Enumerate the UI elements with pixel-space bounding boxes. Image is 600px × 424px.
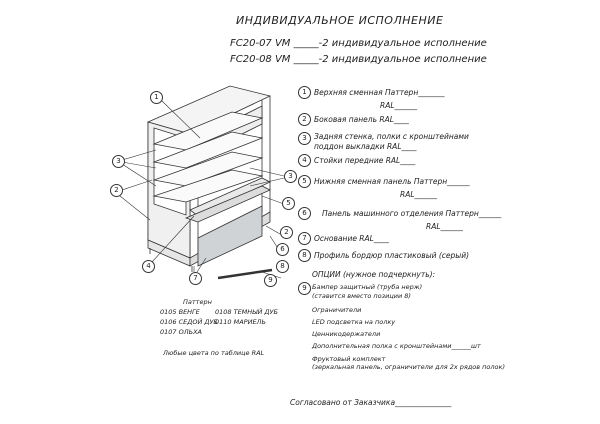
option-fruit-kit-note: (зеркальная панель, ограничители для 2х рядов полок) bbox=[312, 363, 505, 371]
callout-3-right: 3 bbox=[284, 170, 297, 183]
option-price-holders: Ценникодержатели bbox=[312, 330, 381, 338]
pattern-0107: 0107 ОЛЬХА bbox=[160, 328, 202, 336]
legend-text-8: Профиль бордюр пластиковый (серый) bbox=[314, 251, 470, 260]
option-led: LED подсветка на полку bbox=[312, 318, 396, 326]
legend-text-3b: поддон выкладки RAL____ bbox=[314, 142, 417, 151]
callout-2-right: 2 bbox=[280, 226, 293, 239]
legend-num-5: 5 bbox=[298, 175, 311, 188]
pattern-0110: 0110 МАРИЕЛЬ bbox=[215, 318, 266, 326]
legend-text-7: Основание RAL____ bbox=[314, 234, 389, 243]
pattern-0106: 0106 СЕДОЙ ДУБ bbox=[160, 318, 218, 326]
ral-note: Любые цвета по таблице RAL bbox=[163, 349, 265, 357]
legend-text-1: Верхняя сменная Паттерн_______ bbox=[314, 88, 445, 97]
option-bumper-note: (ставится вместо позиции 8) bbox=[312, 292, 411, 300]
customer-approval: Согласовано от Заказчика_______________ bbox=[290, 398, 452, 407]
callout-2-left: 2 bbox=[110, 184, 123, 197]
legend-text-5b: RAL______ bbox=[400, 190, 438, 199]
callout-1: 1 bbox=[150, 91, 163, 104]
legend-num-2: 2 bbox=[298, 113, 311, 126]
legend-num-1: 1 bbox=[298, 86, 311, 99]
options-num-9: 9 bbox=[298, 282, 311, 295]
legend-text-2: Боковая панель RAL____ bbox=[314, 115, 409, 124]
page-title: ИНДИВИДУАЛЬНОЕ ИСПОЛНЕНИЕ bbox=[236, 14, 444, 27]
legend-num-4: 4 bbox=[298, 154, 311, 167]
callout-9: 9 bbox=[264, 274, 277, 287]
legend-num-6: 6 bbox=[298, 207, 311, 220]
legend-text-3: Задняя стенка, полки с кронштейнами bbox=[314, 132, 469, 141]
callout-8: 8 bbox=[276, 260, 289, 273]
option-bumper: Бампер защитный (труба нерж) bbox=[312, 283, 423, 291]
callout-6: 6 bbox=[276, 243, 289, 256]
callout-4: 4 bbox=[142, 260, 155, 273]
model-line-2: FC20-08 VM _____-2 индивидуальное исполнение bbox=[230, 54, 487, 65]
options-title: ОПЦИИ (нужное подчеркнуть): bbox=[312, 270, 436, 279]
legend-text-5: Нижняя сменная панель Паттерн______ bbox=[314, 177, 470, 186]
legend-text-6: Панель машинного отделения Паттерн______ bbox=[322, 209, 502, 218]
callout-3-left: 3 bbox=[112, 155, 125, 168]
legend-text-1b: RAL______ bbox=[380, 101, 418, 110]
pattern-0108: 0108 ТЕМНЫЙ ДУБ bbox=[215, 308, 278, 316]
callout-7: 7 bbox=[189, 272, 202, 285]
legend-num-8: 8 bbox=[298, 249, 311, 262]
legend-text-6b: RAL______ bbox=[426, 222, 464, 231]
legend-num-3: 3 bbox=[298, 132, 311, 145]
patterns-title: Паттерн bbox=[183, 298, 212, 306]
pattern-0105: 0105 ВЕНГЕ bbox=[160, 308, 200, 316]
legend-text-4: Стойки передние RAL____ bbox=[314, 156, 416, 165]
option-fruit-kit: Фруктовый комплект bbox=[312, 355, 386, 363]
option-limiters: Ограничители bbox=[312, 306, 362, 314]
option-extra-shelf: Дополнительная полка с кронштейнами______шт bbox=[312, 342, 481, 350]
callout-5: 5 bbox=[282, 197, 295, 210]
legend-num-7: 7 bbox=[298, 232, 311, 245]
model-line-1: FC20-07 VM _____-2 индивидуальное исполнение bbox=[230, 38, 487, 49]
